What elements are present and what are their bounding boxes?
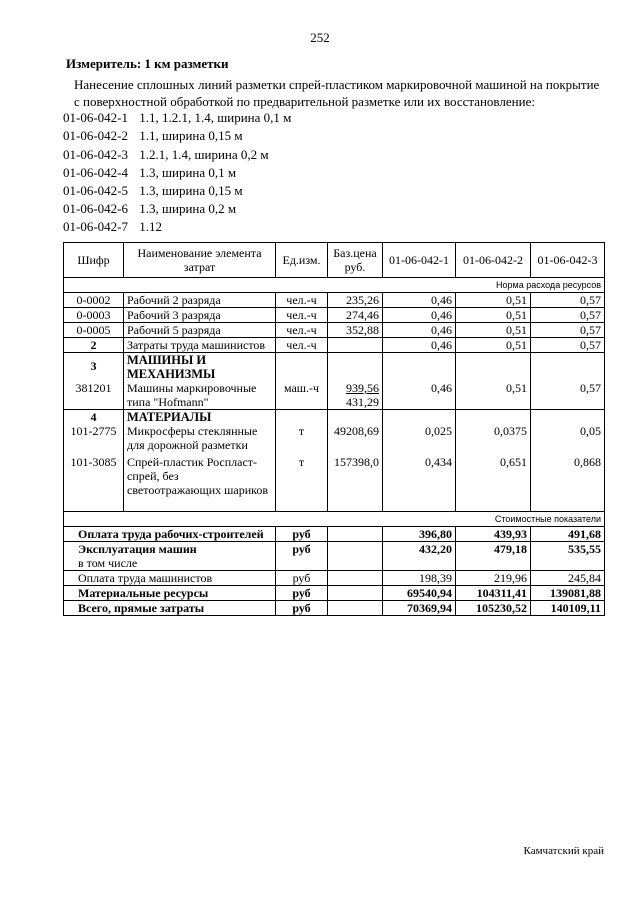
summary-row [64,586,605,601]
row-name [124,353,276,410]
header-col-1: 01-06-042-1 [383,243,456,278]
row-code [64,353,124,410]
summary-value-3: 535,55 [531,542,605,571]
code-line [63,128,243,144]
row-code: 0-0005 [64,323,124,338]
row-value-2: 0,51 [456,293,531,308]
code-description: 1.2.1, 1.4, ширина 0,2 м [139,147,269,162]
material-code: 101-3085 [70,455,117,469]
row-value-1: 0,46 [383,323,456,338]
header-name: Наименование элемента затрат [124,243,276,278]
row-value-3: 0,57 [531,353,605,410]
summary-unit: руб [276,571,328,586]
summary-price [328,542,383,571]
code-description: 1.3, ширина 0,15 м [139,183,243,198]
summary-unit: руб [276,527,328,542]
code-description: 1.3, ширина 0,2 м [139,201,237,216]
code-id: 01-06-042-7 [63,219,128,234]
section-code: 4 [90,410,97,424]
row-value-2: 0,51 [456,353,531,410]
material-value: 0,434 [425,455,452,469]
section-title: МАТЕРИАЛЫ [127,410,212,424]
row-value-1: 0,46 [383,308,456,323]
row-code: 0-0003 [64,308,124,323]
summary-value-3: 245,84 [531,571,605,586]
row-name: Рабочий 3 разряда [124,308,276,323]
section-cost-label: Стоимостные показатели [64,512,605,527]
row-name [124,410,276,512]
section-title: МАШИНЫ И МЕХАНИЗМЫ [127,353,216,381]
code-line [63,165,236,181]
summary-unit: руб [276,542,328,571]
row-value-3: 0,57 [531,308,605,323]
summary-row [64,527,605,542]
row-price [328,353,383,410]
measure-title: Измеритель: 1 км разметки [66,56,229,71]
material-value: 0,025 [425,424,452,438]
summary-value-2: 105230,52 [456,601,531,616]
summary-value-3: 491,68 [531,527,605,542]
row-code: 0-0002 [64,293,124,308]
code-description: 1.12 [139,219,162,234]
summary-unit: руб [276,586,328,601]
row-name: Затраты труда машинистов [124,338,276,353]
summary-value-3: 139081,88 [531,586,605,601]
summary-row [64,601,605,616]
material-value: 0,05 [580,424,601,438]
materials-row [64,410,605,512]
code-id: 01-06-042-3 [63,147,128,162]
summary-value-2: 104311,41 [456,586,531,601]
row-value-1: 0,46 [383,293,456,308]
table-row [64,323,605,338]
code-id: 01-06-042-6 [63,201,128,216]
row-unit: маш.-ч [276,353,328,410]
row-value-3: 0,57 [531,293,605,308]
code-description: 1.1, 1.2.1, 1.4, ширина 0,1 м [139,110,292,125]
row-unit: чел.-ч [276,308,328,323]
summary-price [328,601,383,616]
row-unit: чел.-ч [276,293,328,308]
section-norm-label: Норма расхода ресурсов [64,278,605,293]
summary-price [328,586,383,601]
code-line [63,201,236,217]
summary-price [328,571,383,586]
header-col-3: 01-06-042-3 [531,243,605,278]
material-price: 157398,0 [334,455,379,469]
table-header-row [64,243,605,278]
section-label-row [64,278,605,293]
material-value: 0,0375 [494,424,527,438]
row-code: 2 [64,338,124,353]
row-unit: чел.-ч [276,338,328,353]
machine-name: Машины маркировочные типа "Hofmann" [127,381,257,409]
header-price: Баз.цена руб. [328,243,383,278]
table-row [64,293,605,308]
row-price: 274,46 [328,308,383,323]
summary-value-1: 198,39 [383,571,456,586]
material-value: 0,868 [574,455,601,469]
row-value-2: 0,51 [456,323,531,338]
summary-value-1: 432,20 [383,542,456,571]
summary-unit: руб [276,601,328,616]
code-id: 01-06-042-4 [63,165,128,180]
code-description: 1.3, ширина 0,1 м [139,165,237,180]
row-name: Рабочий 2 разряда [124,293,276,308]
material-unit: т [298,424,305,438]
section-label-row [64,512,605,527]
page-number: 252 [310,30,330,45]
table-row [64,308,605,323]
summary-value-2: 479,18 [456,542,531,571]
material-unit: т [298,455,305,469]
machine-code: 381201 [75,381,112,395]
resource-table [63,242,605,616]
code-id: 01-06-042-5 [63,183,128,198]
summary-row [64,571,605,586]
row-unit [276,410,328,512]
row-value-3: 0,57 [531,338,605,353]
summary-name: Оплата труда рабочих-строителей [64,527,276,542]
code-line [63,183,243,199]
row-code [64,410,124,512]
code-id: 01-06-042-1 [63,110,128,125]
summary-name: Всего, прямые затраты [64,601,276,616]
price-top: 939,56 [346,381,379,395]
summary-value-1: 70369,94 [383,601,456,616]
row-value-3 [531,410,605,512]
summary-value-1: 69540,94 [383,586,456,601]
summary-name: Оплата труда машинистов [64,571,276,586]
row-value-2: 0,51 [456,338,531,353]
summary-price [328,527,383,542]
summary-name [64,542,276,571]
row-value-1: 0,46 [383,338,456,353]
section-code: 3 [90,359,97,373]
summary-row [64,542,605,571]
machines-row [64,353,605,410]
summary-name: Материальные ресурсы [64,586,276,601]
summary-value-3: 140109,11 [531,601,605,616]
row-value-3: 0,57 [531,323,605,338]
code-line [63,219,162,235]
price-bottom: 431,29 [346,395,379,409]
code-line [63,110,291,126]
row-value-2 [456,410,531,512]
row-price: 235,26 [328,293,383,308]
row-value-2: 0,51 [456,308,531,323]
code-description: 1.1, ширина 0,15 м [139,128,243,143]
intro-paragraph: Нанесение сплошных линий разметки спрей-пластиком маркировочной машиной на покрытие с поверхностной обработкой по предварительной разметке или их восстановление: [74,77,600,109]
material-name: Микросферы стеклянные для дорожной разметки [127,424,258,452]
material-value: 0,651 [500,455,527,469]
row-name: Рабочий 5 разряда [124,323,276,338]
material-code: 101-2775 [70,424,117,438]
footer-region: Камчатский край [523,845,604,857]
row-unit: чел.-ч [276,323,328,338]
material-price: 49208,69 [334,424,379,438]
header-unit: Ед.изм. [276,243,328,278]
summary-value-2: 219,96 [456,571,531,586]
summary-value-2: 439,93 [456,527,531,542]
row-price: 352,88 [328,323,383,338]
row-value-1: 0,46 [383,353,456,410]
code-line [63,147,269,163]
operators-row [64,338,605,353]
code-id: 01-06-042-2 [63,128,128,143]
material-name: Спрей-пластик Роспласт-спрей, без светоотражающих шариков [127,455,269,497]
row-value-1 [383,410,456,512]
header-code: Шифр [64,243,124,278]
summary-subtitle: в том числе [78,556,138,570]
header-col-2: 01-06-042-2 [456,243,531,278]
summary-value-1: 396,80 [383,527,456,542]
row-price [328,410,383,512]
row-price [328,338,383,353]
summary-title: Эксплуатация машин [78,542,197,556]
